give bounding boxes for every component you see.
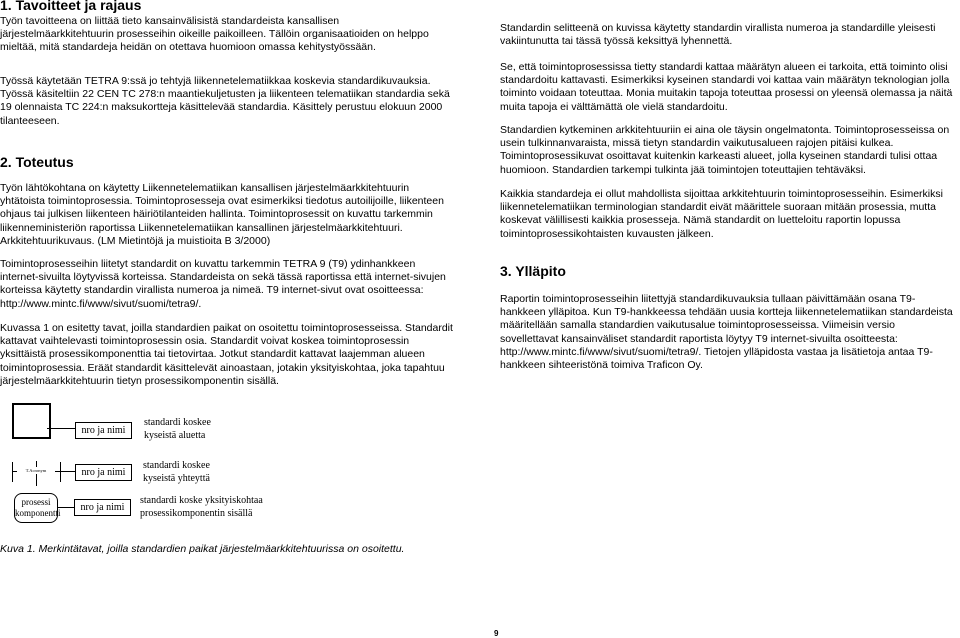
paragraph-figure-intro: Kuvassa 1 on esitetty tavat, joilla standardien paikat on osoitettu toimintoprosesseissa. Standardit kattavat vaihtelevasti toimintoprosessin osia. Standardit voivat koskea toimintoprosessin yksittäistä prosessikomponenttia tai tietovirtaa. Jotkut standardit kattavat laajemman alueen toimintoprosessia. Eräät standardit käsittelevät ainoastaan, jotakin yksityiskohtaa, joka tapahtuu järjestelmäarkkitehtuurin tietyn prosessikomponentin sisällä. (0, 322, 453, 387)
link-desc-line2: kyseistä yhteyttä (143, 473, 210, 484)
component-desc-line1: standardi koske yksityiskohtaa (140, 495, 263, 506)
link-description (143, 459, 210, 485)
paragraph-legend-note: Standardin selitteenä on kuvissa käytetty standardin virallista numeroa ja standardille yleisesti vakiintunutta tai tässä työssä keksittyä lyhennettä. (500, 22, 936, 48)
paragraph-tetra: Työssä käytetään TETRA 9:ssä jo tehtyjä liikennetelematiikkaa koskevia standardikuvauksia. Työssä käsiteltiin 22 CEN TC 278:n maantiekuljetusten ja liikenteen telematiikan standardia sekä 19 olennaista TC 224:n maksukortteja käsittelevää standardia. Käsittely perustuu elokuun 2000 tilanteeseen. (0, 75, 450, 127)
figure-caption: Kuva 1. Merkintätavat, joilla standardien paikat järjestelmäarkkitehtuurissa on osoitettu. (0, 543, 405, 555)
component-connector (58, 507, 74, 508)
area-label-box (75, 422, 132, 439)
link-bar-right (60, 462, 61, 482)
component-line2: komponentti (15, 508, 61, 518)
paragraph-unplaced: Kaikkia standardeja ei ollut mahdollista sijoittaa arkkitehtuurin toimintoprosesseihin. Esimerkiksi liikennetelematiikan terminologian standardit eivät määrittele suoraan mitään prosessia, mutta koskevat välillisesti kaikkia prosesseja. Nämä standardit on luetteloitu raportin lopussa toimintoprosessikohtaisten kuvausten jälkeen. (500, 188, 943, 240)
link-desc-line1: standardi koskee (143, 460, 210, 471)
link-label: nro ja nimi (81, 467, 126, 478)
paragraph-implementation: Työn lähtökohtana on käytetty Liikennetelematiikan kansallisen järjestelmäarkkitehtuurin yhtätoista toimintoprosessia. Toimintoprosesseja ovat esimerkiksi tiedotus autoilijoille, liikenteen ohjaus tai julkisen liikenteen häiriötilanteiden hallinta. Toimintoprosessit on kuvattu tarkemmin liikenneministeriön raportissa Liikennetelematiikan kansallinen järjestelmäarkkitehtuuri. Arkkitehtuurikuvaus. (LM Mietintöjä ja muistioita B 3/2000) (0, 182, 444, 247)
paragraph-goals: Työn tavoitteena on liittää tieto kansainvälisistä standardeista kansallisen järjestelmäarkkitehtuurin prosesseihin oikeille paikoilleen. Tällöin organisaatioiden on helppo mieltää, mitä standardeja heidän on otettava huomioon omassa kehitystyössään. (0, 15, 429, 54)
section-heading-2: 2. Toteutus (0, 154, 74, 170)
area-label: nro ja nimi (81, 425, 126, 436)
component-label-box (74, 499, 131, 516)
link-connector (60, 471, 75, 472)
component-label: nro ja nimi (80, 502, 125, 513)
component-description (140, 494, 263, 520)
component-line1: prosessi (21, 497, 51, 507)
paragraph-coverage: Se, että toimintoprosessissa tietty standardi kattaa määrätyn alueen ei tarkoita, että toiminto olisi standardoitu kattavasti. Esimerkiksi kyseinen standardi voi kattaa vain määrätyn teknologian jolla toiminto voidaan toteuttaa. Monia muitakin tapoja toteuttaa prosessi on yleensä olemassa ja näitä muita tapoja ei välttämättä ole vielä standardoitu. (500, 61, 953, 113)
process-component-symbol (14, 493, 61, 523)
link-label-box (75, 464, 132, 481)
area-desc-line1: standardi koskee (144, 417, 211, 428)
link-acronym: T.Acronym (17, 467, 55, 474)
component-desc-line2: prosessikomponentin sisällä (140, 508, 253, 519)
section-heading-3: 3. Ylläpito (500, 263, 566, 279)
area-desc-line2: kyseistä aluetta (144, 430, 206, 441)
section-heading-1: 1. Tavoitteet ja rajaus (0, 0, 142, 13)
area-connector (47, 428, 75, 429)
area-description (144, 416, 211, 442)
area-symbol (12, 403, 51, 439)
paragraph-linking: Standardien kytkeminen arkkitehtuuriin ei aina ole täysin ongelmatonta. Toimintoprosesseissa on usein tulkinnanvaraista, missä tietyn standardin vaikutusalueen rajojen pitäisi kulkea. Toimintoprosessikuvat osoittavat kuitenkin karkeasti alueet, jolla kyseinen standardi tulisi ottaa huomioon. Standardien tarkempi tulkinta jää toimintojen toteuttajien tehtäväksi. (500, 124, 950, 176)
paragraph-standards-cards: Toimintoprosesseihin liitetyt standardit on kuvattu tarkemmin TETRA 9 (T9) ydinhankkeen internet-sivuilta löytyvissä korteissa. Standardeista on sekä tässä raportissa että internet-sivujen korteissa käytetty standardin virallista numeroa ja nimeä. T9 internet-sivut ovat osoitteessa: http://www.mintc.fi/www/sivut/suomi/tetra9/. (0, 258, 446, 310)
link-bar-left (12, 462, 13, 482)
paragraph-maintenance: Raportin toimintoprosesseihin liitettyjä standardikuvauksia tullaan päivittämään osana T9-hankkeen ylläpitoa. Kun T9-hankkeessa tehdään uusia kortteja liikennetelematiikan standardeista määritellään samalla standardien vaikutusalue toimintoprosesseissa. Viimeisin versio sovellettavat kansainväliset standardit raportista löytyy T9 internet-sivuilta osoitteesta: http://www.mintc.fi/www/sivut/suomi/tetra9/. Tietojen ylläpidosta vastaa ja lisätietoja antaa T9-hankkeen sihteeristönä toimiva Traficon Oy. (500, 293, 953, 372)
page-number: 9 (494, 629, 499, 638)
